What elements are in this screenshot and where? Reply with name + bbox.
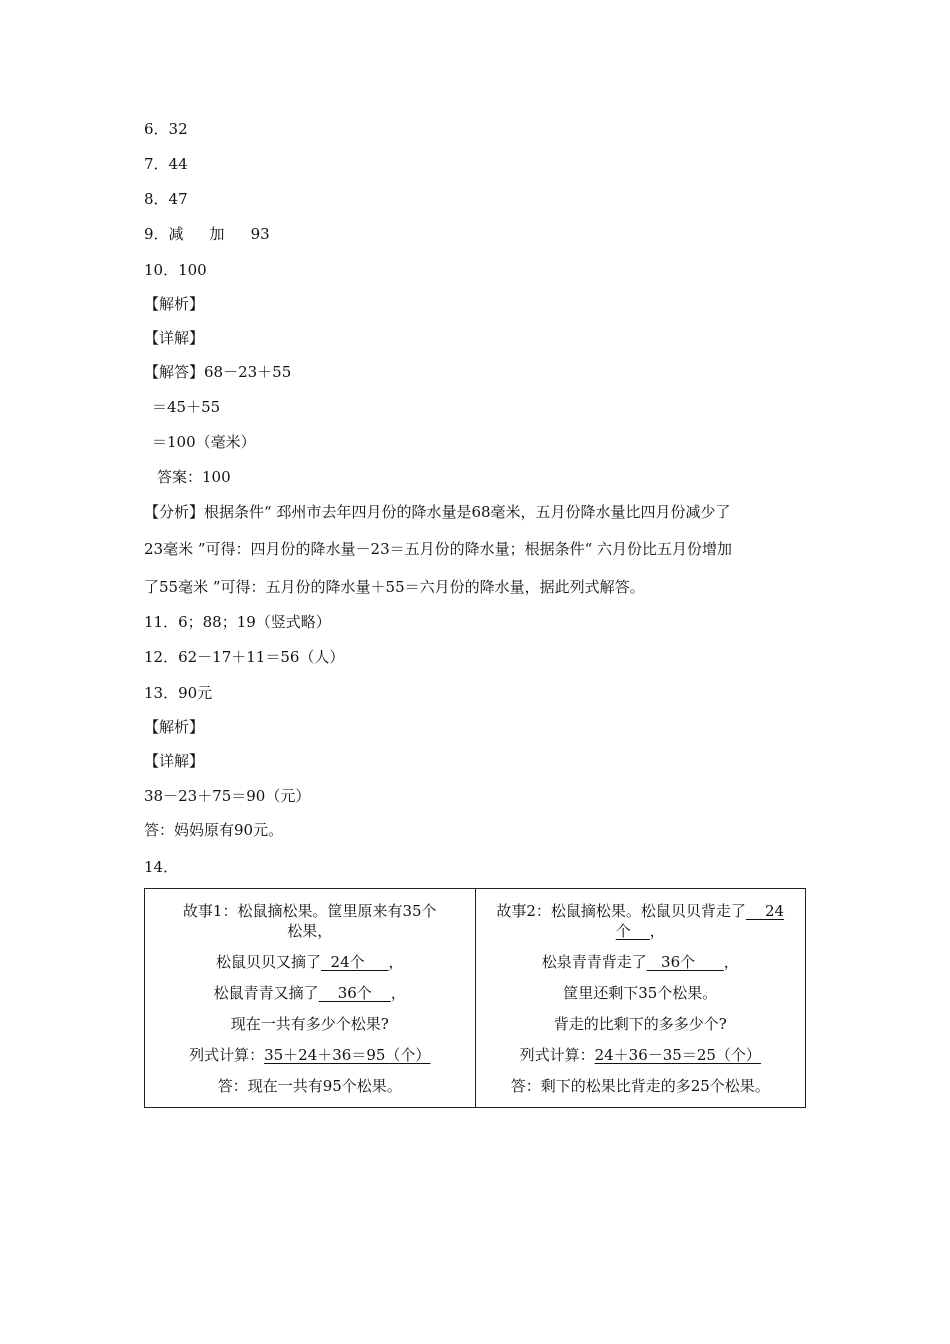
story-1-row-3-text: 松鼠青青又摘了 bbox=[213, 984, 319, 1002]
story-2-row-2 bbox=[476, 952, 806, 972]
section-xiangjie-2: 【详解】 bbox=[144, 752, 205, 770]
answer-line-9 bbox=[144, 224, 270, 244]
story-2-blank-24: 24 bbox=[745, 902, 785, 920]
answer-line-14: 14． bbox=[144, 858, 179, 876]
story-2-question: 背走的比剩下的多多少个? bbox=[553, 1015, 727, 1033]
answer-13: 答：妈妈原有90元。 bbox=[144, 821, 284, 839]
story-2-blank-24-unit: 个 bbox=[615, 922, 650, 940]
answer-line-10: 10．100 bbox=[144, 261, 207, 279]
story-2-cell bbox=[475, 889, 806, 1108]
story-table bbox=[144, 888, 806, 1108]
section-jiexi: 【解析】 bbox=[144, 295, 205, 313]
story-1-row-3-punct: ， bbox=[390, 984, 406, 1002]
story-1-answer: 答：现在一共有95个松果。 bbox=[217, 1077, 402, 1095]
answer-line-6: 6．32 bbox=[144, 120, 188, 138]
story-1-calc-label: 列式计算： bbox=[189, 1046, 265, 1064]
answer-9-first: 9．减 bbox=[144, 225, 184, 243]
story-2-calc-expr: 24＋36－35＝25（个） bbox=[594, 1046, 761, 1064]
section-jieda: 【解答】68－23＋55 bbox=[144, 363, 292, 381]
story-1-calc bbox=[145, 1045, 475, 1065]
story-1-cell bbox=[145, 889, 476, 1108]
answer-line-13: 13．90元 bbox=[144, 684, 213, 702]
answer-100: 答案：100 bbox=[157, 468, 231, 486]
section-jiexi-2: 【解析】 bbox=[144, 718, 205, 736]
story-1-title-cont: 松果， bbox=[287, 922, 333, 940]
story-1-row-2 bbox=[145, 952, 475, 972]
story-1-blank-24: 24个 bbox=[321, 953, 389, 971]
story-2-answer: 答：剩下的松果比背走的多25个松果。 bbox=[510, 1077, 770, 1095]
section-xiangjie: 【详解】 bbox=[144, 329, 205, 347]
story-2-title-cont bbox=[476, 921, 806, 941]
story-2-row-2-text: 松泉青青背走了 bbox=[541, 953, 647, 971]
story-1-row-2-text: 松鼠贝贝又摘了 bbox=[216, 953, 322, 971]
analysis-line-2: 23毫米 ”可得：四月份的降水量－23＝五月份的降水量；根据条件“ 六月份比五月份增加 bbox=[144, 540, 733, 558]
story-2-row-2-punct: ， bbox=[723, 953, 739, 971]
story-2-calc-label: 列式计算： bbox=[519, 1046, 595, 1064]
calc-step-1: ＝45＋55 bbox=[152, 398, 221, 416]
analysis-line-1: 【分析】根据条件“ 邳州市去年四月份的降水量是68毫米，五月份降水量比四月份减少了 bbox=[144, 503, 731, 521]
story-2-title-text: 故事2：松鼠摘松果。松鼠贝贝背走了 bbox=[496, 902, 746, 920]
story-2-title bbox=[476, 901, 806, 921]
story-1-title: 故事1：松鼠摘松果。筐里原来有35个 bbox=[182, 902, 437, 920]
story-2-title-punct: ， bbox=[649, 922, 665, 940]
story-2-row-3: 筐里还剩下35个松果。 bbox=[563, 984, 718, 1002]
answer-9-second: 加 bbox=[209, 225, 225, 243]
analysis-line-3: 了55毫米 ”可得：五月份的降水量＋55＝六月份的降水量，据此列式解答。 bbox=[144, 578, 645, 596]
story-2-calc bbox=[476, 1045, 806, 1065]
calc-step-2: ＝100（毫米） bbox=[152, 433, 256, 451]
story-1-row-3 bbox=[145, 983, 475, 1003]
story-2-blank-36: 36个 bbox=[646, 953, 724, 971]
story-1-calc-expr: 35＋24＋36＝95（个） bbox=[264, 1046, 431, 1064]
story-1-blank-36: 36个 bbox=[318, 984, 391, 1002]
answer-9-third: 93 bbox=[250, 225, 270, 243]
answer-line-11: 11．6；88；19（竖式略） bbox=[144, 613, 331, 631]
answer-line-7: 7．44 bbox=[144, 155, 188, 173]
story-1-question: 现在一共有多少个松果? bbox=[230, 1015, 389, 1033]
answer-line-12: 12．62－17＋11＝56（人） bbox=[144, 648, 345, 666]
answer-line-8: 8．47 bbox=[144, 190, 188, 208]
story-1-row-2-punct: ， bbox=[388, 953, 404, 971]
calc-13: 38－23＋75＝90（元） bbox=[144, 787, 311, 805]
